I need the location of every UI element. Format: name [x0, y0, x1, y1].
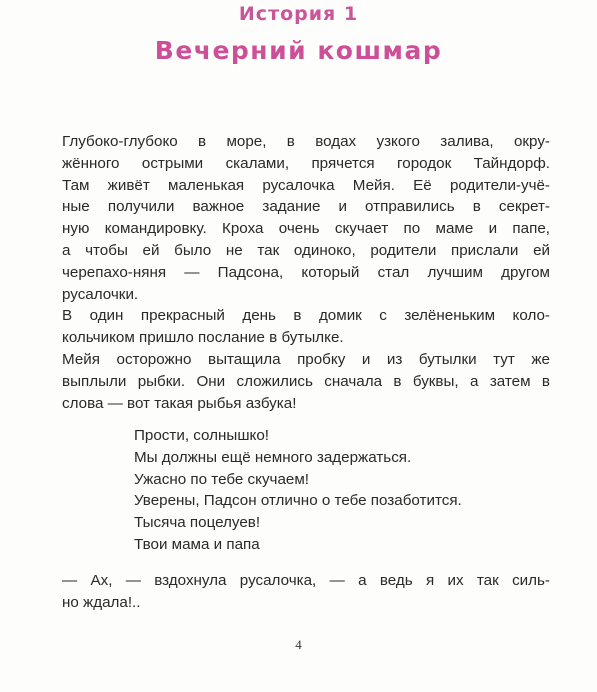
text-line: а чтобы ей было не так одиноко, родители прислали ей	[62, 241, 550, 259]
letter-line: Твои мама и папа	[134, 535, 260, 553]
text-line: черепахо-няня — Падсона, который стал лучшим другом	[62, 263, 550, 281]
text-line: ные получили важное задание и отправились в секрет-	[62, 198, 550, 216]
text-line: слова — вот такая рыбья азбука!	[62, 394, 297, 412]
fish-letter	[134, 425, 534, 556]
story-title: Вечерний кошмар	[154, 36, 443, 65]
text-line: но ждала!..	[62, 593, 141, 611]
text-line: Глубоко-глубоко в море, в водах узкого залива, окру-	[62, 133, 550, 150]
closing-paragraph	[62, 570, 550, 614]
text-line: В один прекрасный день в домик с зелёненьким коло-	[62, 307, 550, 325]
text-line: — Ах, — вздохнула русалочка, — а ведь я их так силь-	[62, 572, 550, 589]
text-line: ную командировку. Кроха очень скучает по маме и папе,	[62, 220, 550, 238]
letter-line: Ужасно по тебе скучаем!	[134, 470, 310, 488]
paragraph-3	[62, 349, 550, 414]
text-line: Мейя осторожно вытащила пробку и из бутылки тут же	[62, 350, 550, 368]
text-line: Там живёт маленькая русалочка Мейя. Её родители-учё-	[62, 176, 550, 194]
text-line: выплыли рыбки. Они сложились сначала в буквы, а затем в	[62, 372, 550, 390]
text-line: жённого острыми скалами, прячется городок Тайндорф.	[62, 154, 550, 172]
paragraph-2	[62, 305, 550, 349]
letter-line: Прости, солнышко!	[134, 427, 269, 444]
letter-line: Мы должны ещё немного задержаться.	[134, 448, 412, 466]
story-number: История 1	[238, 3, 359, 25]
letter-line: Уверены, Падсон отлично о тебе позаботится.	[134, 492, 462, 510]
story-text	[62, 131, 550, 414]
page-number: 4	[295, 637, 302, 652]
text-line: русалочки.	[62, 285, 139, 303]
paragraph-1	[62, 131, 550, 305]
letter-line: Тысяча поцелуев!	[134, 514, 261, 532]
text-line: кольчиком пришло послание в бутылке.	[62, 329, 344, 347]
